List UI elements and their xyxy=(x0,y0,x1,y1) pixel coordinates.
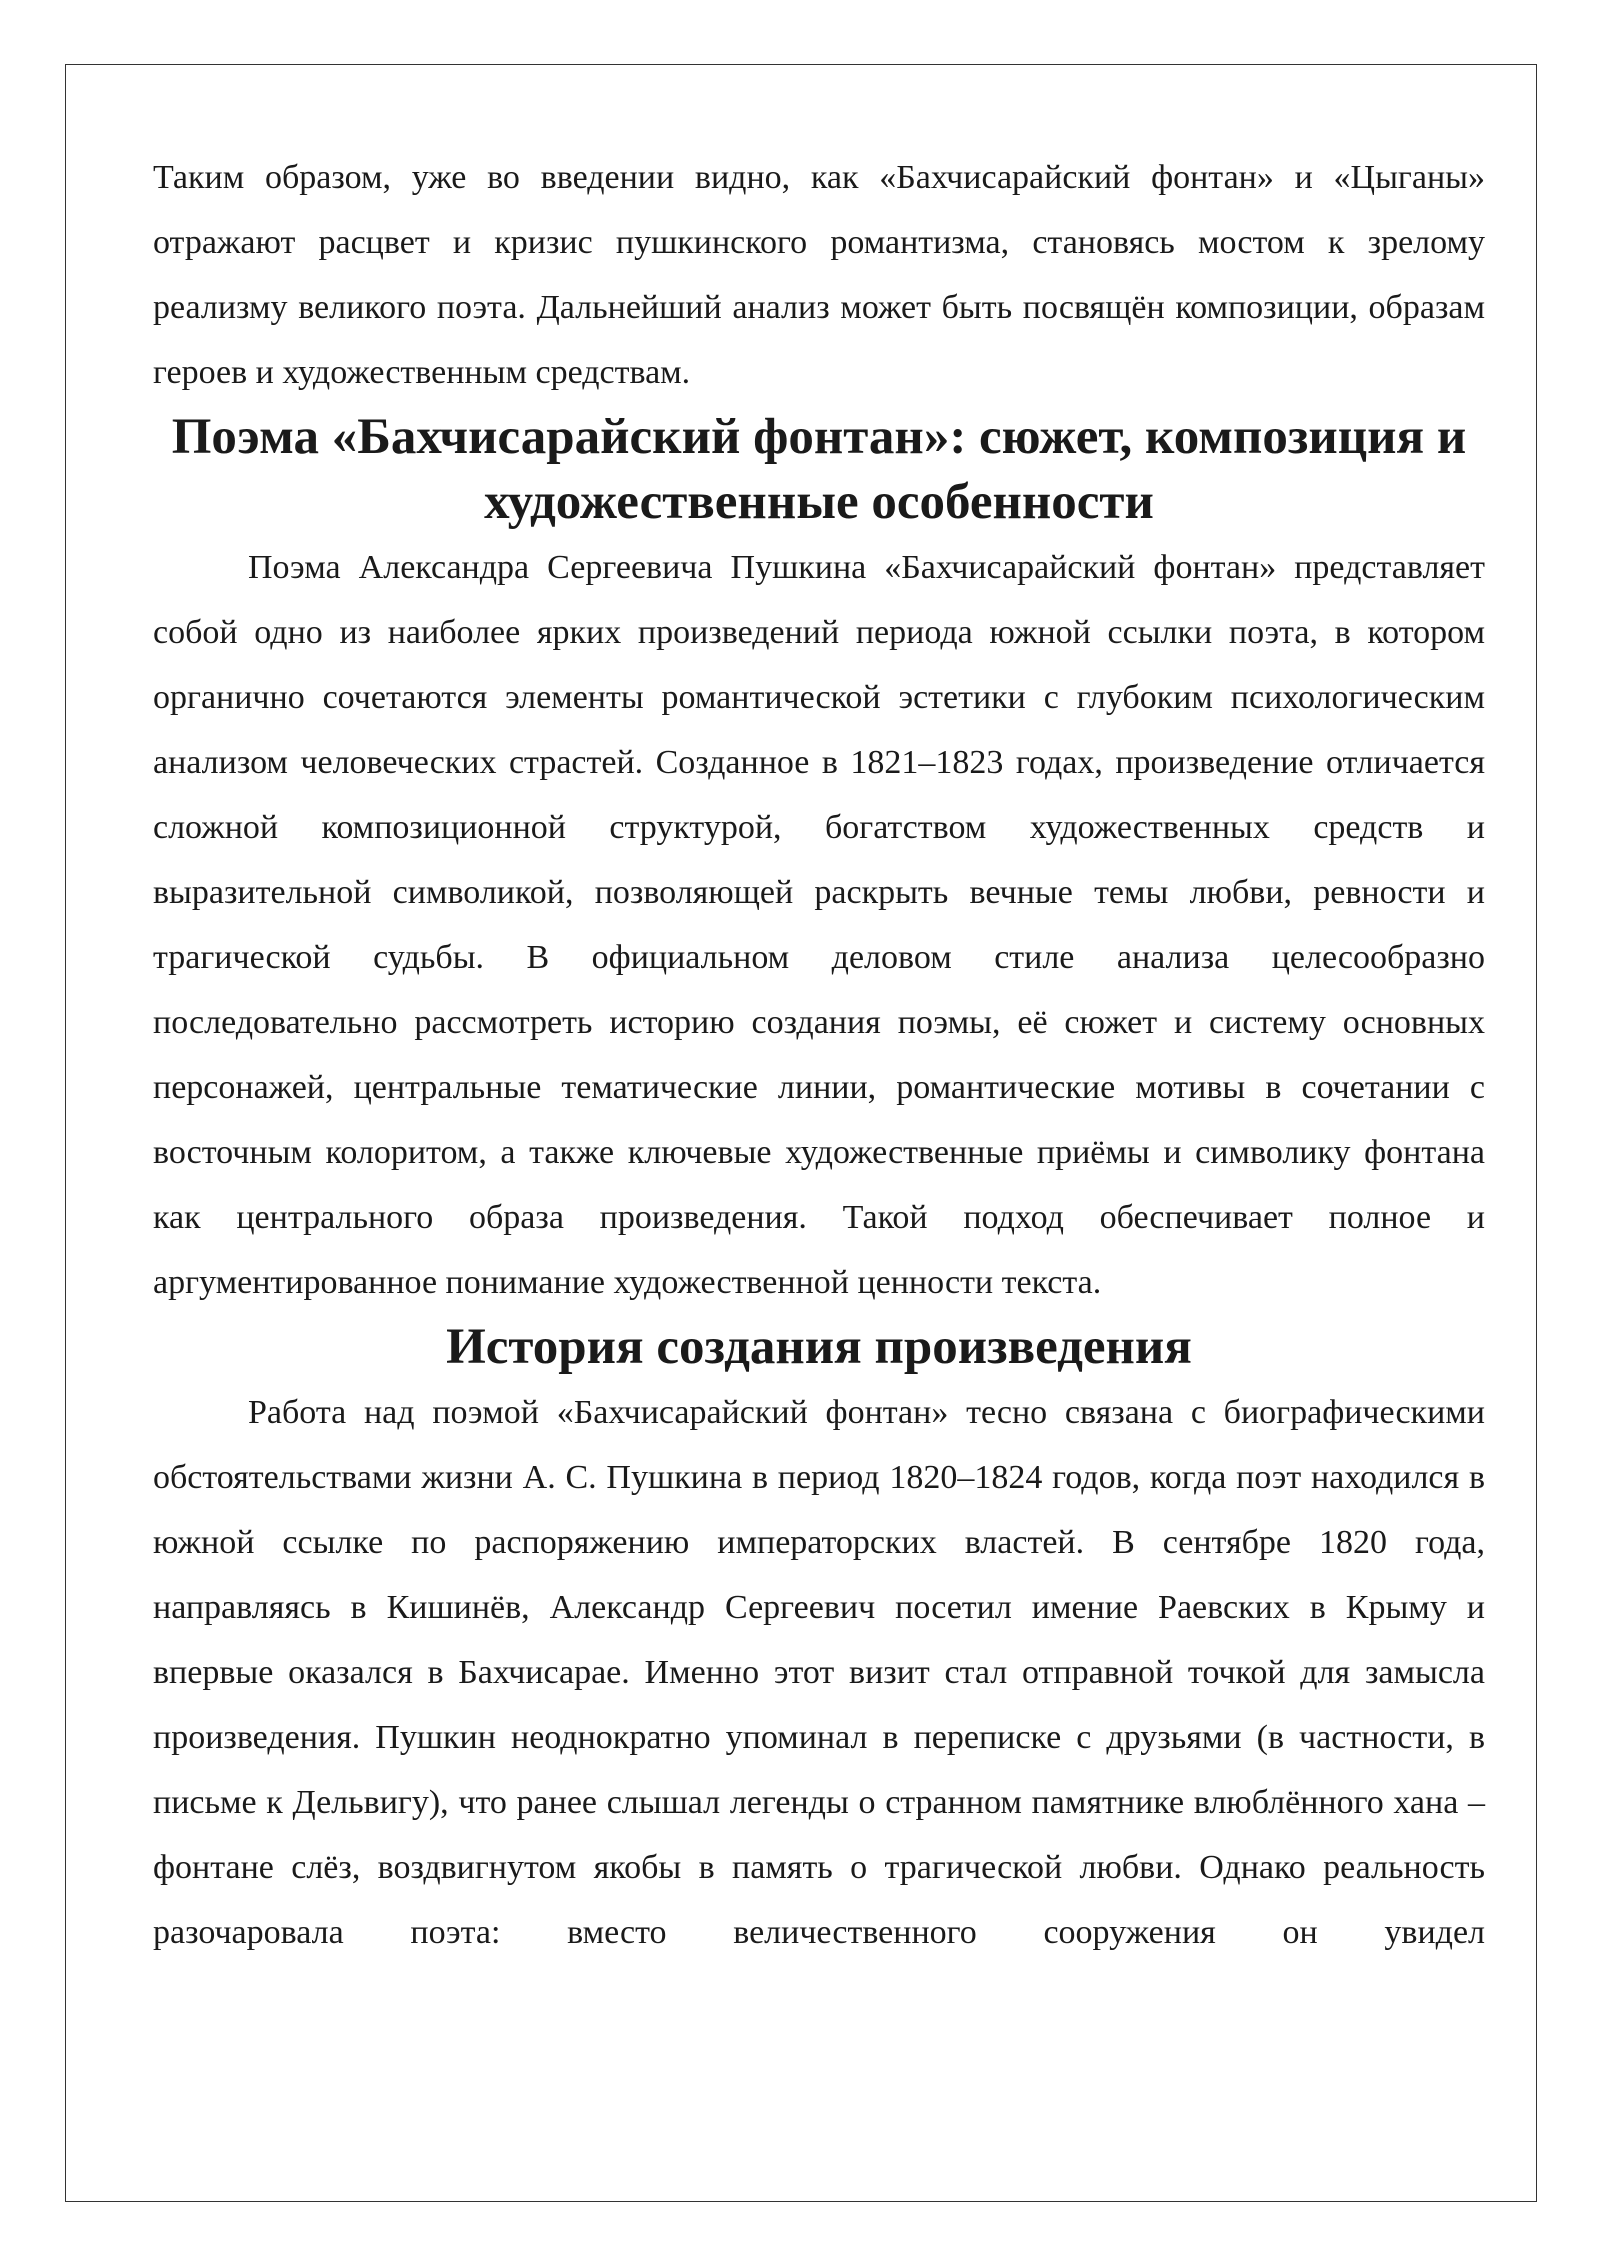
section-heading-poem: Поэма «Бахчисарайский фонтан»: сюжет, композиция и художественные особенности xyxy=(171,409,1467,530)
section-heading-history: История создания произведения xyxy=(446,1319,1192,1375)
paragraph-history: Работа над поэмой «Бахчисарайский фонтан» тесно связана с биографическими обстоятельствами жизни А. С. Пушкина в период 1820–1824 годов, когда поэт находился в южной ссылке по распоряжению императорских властей. В сентябре 1820 года, направляясь в Кишинёв, Александр Сергеевич посетил имение Раевских в Крыму и впервые оказался в Бахчисарае. Именно этот визит стал отправной точкой для замысла произведения. Пушкин неоднократно упоминал в переписке с друзьями (в частности, в письме к Дельвигу), что ранее слышал легенды о странном памятнике влюблённого хана – фонтане слёз, воздвигнутом якобы в память о трагической любви. Однако реальность разочаровала поэта: вместо величественного сооружения он увидел xyxy=(153,1394,1485,1951)
document-body xyxy=(153,145,1485,1965)
paragraph-poem-overview: Поэма Александра Сергеевича Пушкина «Бахчисарайский фонтан» представляет собой одно из наиболее ярких произведений периода южной ссылки поэта, в котором органично сочетаются элементы романтической эстетики с глубоким психологическим анализом человеческих страстей. Созданное в 1821–1823 годах, произведение отличается сложной композиционной структурой, богатством художественных средств и выразительной символикой, позволяющей раскрыть вечные темы любви, ревности и трагической судьбы. В официальном деловом стиле анализа целесообразно последовательно рассмотреть историю создания поэмы, её сюжет и систему основных персонажей, центральные тематические линии, романтические мотивы в сочетании с восточным колоритом, а также ключевые художественные приёмы и символику фонтана как центрального образа произведения. Такой подход обеспечивает полное и аргументированное понимание художественной ценности текста. xyxy=(153,549,1485,1301)
paragraph-intro-conclusion: Таким образом, уже во введении видно, как «Бахчисарайский фонтан» и «Цыганы» отражают расцвет и кризис пушкинского романтизма, становясь мостом к зрелому реализму великого поэта. Дальнейший анализ может быть посвящён композиции, образам героев и художественным средствам. xyxy=(153,159,1485,391)
